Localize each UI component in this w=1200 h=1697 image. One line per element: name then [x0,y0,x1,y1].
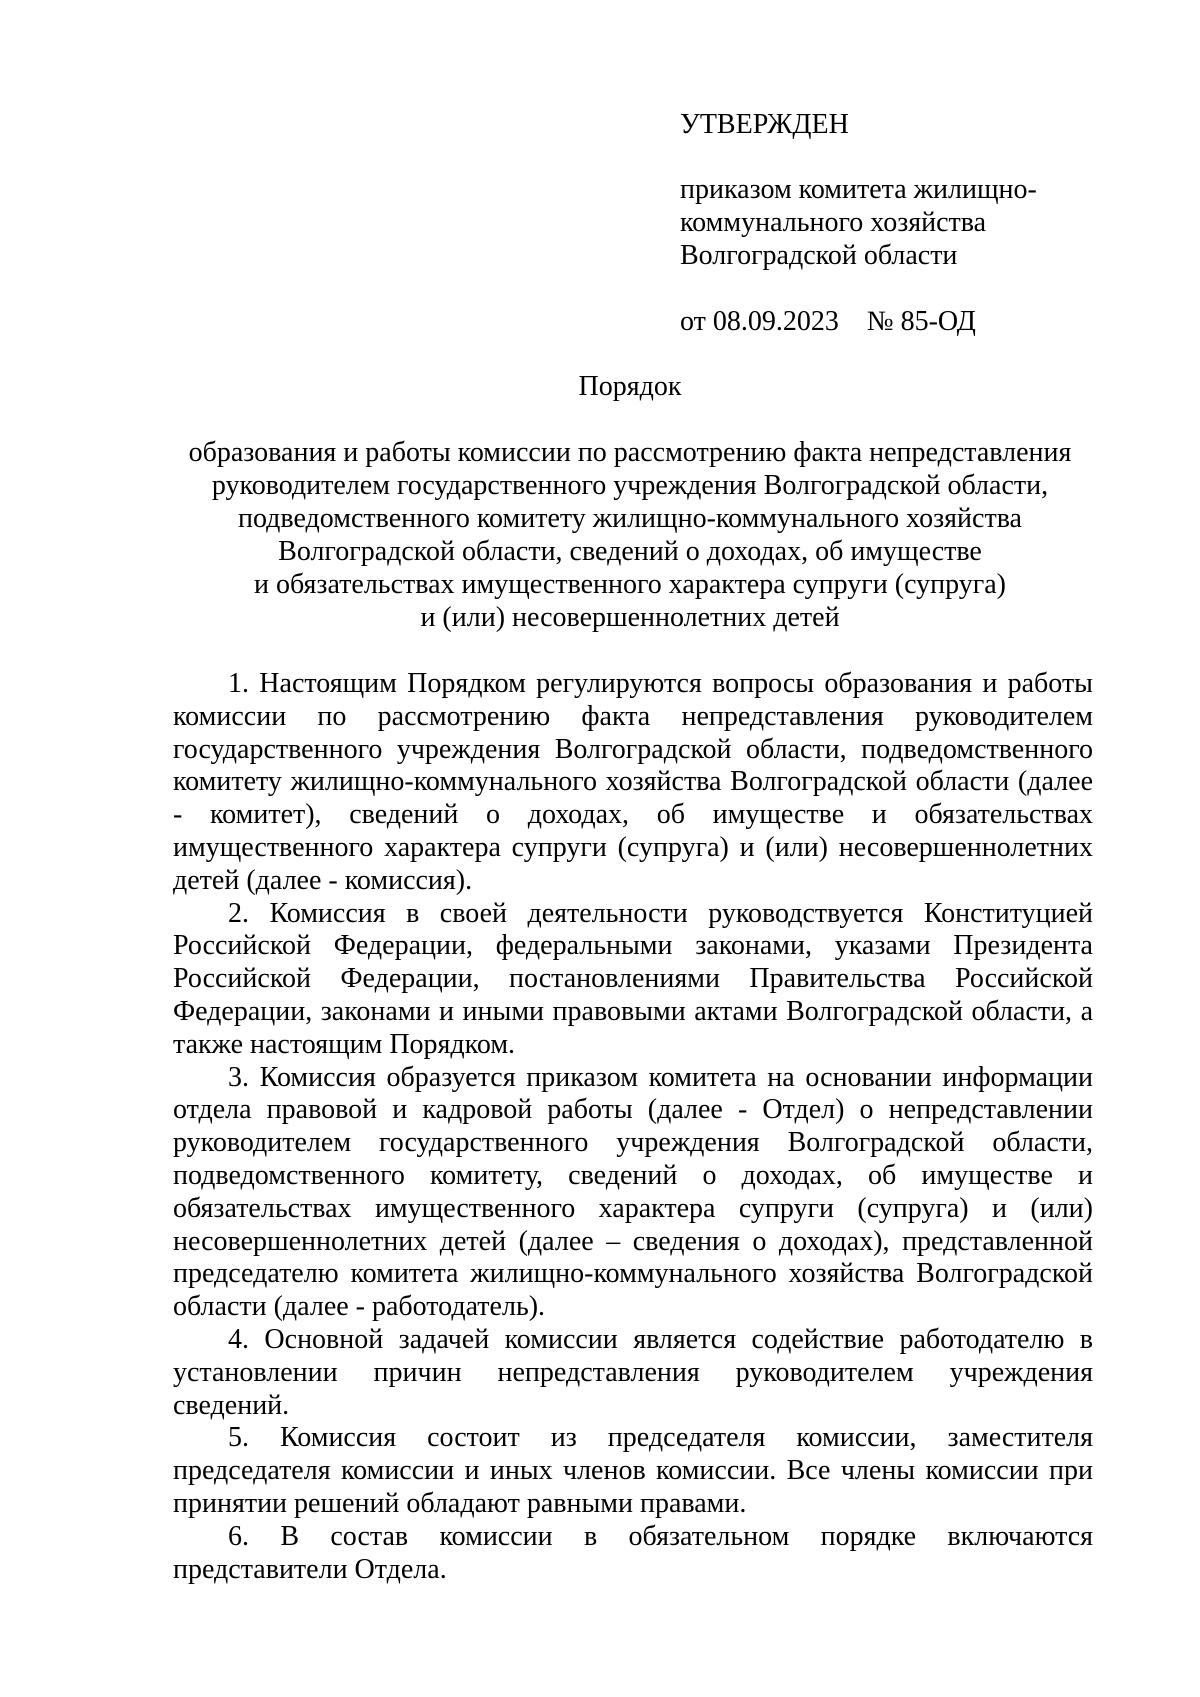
paragraph-2: 2. Комиссия в своей деятельности руководствуется Конституцией Российской Федерации, федеральными законами, указами Президента Российской Федерации, постановлениями Правительства Российской Федерации, законами и иными правовыми актами Волгоградской области, а также настоящим Порядком. [173,897,1093,1060]
paragraph-4: 4. Основной задачей комиссии является содействие работодателю в установлении причин непредставления руководителем учреждения сведений. [173,1323,1093,1421]
subtitle-line: образования и работы комиссии по рассмотрению факта непредставления [188,437,1072,468]
subtitle-line: Волгоградской области, сведений о доходах, об имуществе [278,536,982,567]
subtitle-line: и (или) несовершеннолетних детей [420,602,840,633]
document-subtitle [170,436,1090,634]
subtitle-line: подведомственного комитету жилищно-коммунального хозяйства [238,503,1022,534]
document-body [173,668,1093,1586]
paragraph-3: 3. Комиссия образуется приказом комитета на основании информации отдела правовой и кадровой работы (далее - Отдел) о непредставлении руководителем государственного учреждения Волгоградской области, подведомственного комитету, сведений о доходах, об имуществе и обязательствах имущественного характера супруги (супруга) и (или) несовершеннолетних детей (далее – сведения о доходах), представленной председателю комитета жилищно-коммунального хозяйства Волгоградской области (далее - работодатель). [173,1061,1093,1323]
paragraph-1: 1. Настоящим Порядком регулируются вопросы образования и работы комиссии по рассмотрению факта непредставления руководителем государственного учреждения Волгоградской области, подведомственного комитету жилищно-коммунального хозяйства Волгоградской области (далее - комитет), сведений о доходах, об имуществе и обязательствах имущественного характера супруги (супруга) и (или) несовершеннолетних детей (далее - комиссия). [173,668,1093,896]
paragraph-6: 6. В состав комиссии в обязательном порядке включаются представители Отдела. [173,1520,1093,1585]
approval-issuer-line: коммунального хозяйства [680,207,987,238]
document-title: Порядок [578,371,682,402]
approval-block [680,108,1120,338]
approval-stamp: УТВЕРЖДЕН [680,109,849,140]
subtitle-line: руководителем государственного учреждения Волгоградской области, [211,470,1049,501]
paragraph-5: 5. Комиссия состоит из председателя комиссии, заместителя председателя комиссии и иных членов комиссии. Все члены комиссии при принятии решений обладают равными правами. [173,1422,1093,1519]
approval-issuer-line: Волгоградской области [680,240,958,271]
approval-issuer [680,173,1120,272]
subtitle-line: и обязательствах имущественного характера супруги (супруга) [253,569,1006,600]
approval-date-number: от 08.09.2023 № 85-ОД [680,306,976,337]
approval-issuer-line: приказом комитета жилищно- [680,174,1037,205]
